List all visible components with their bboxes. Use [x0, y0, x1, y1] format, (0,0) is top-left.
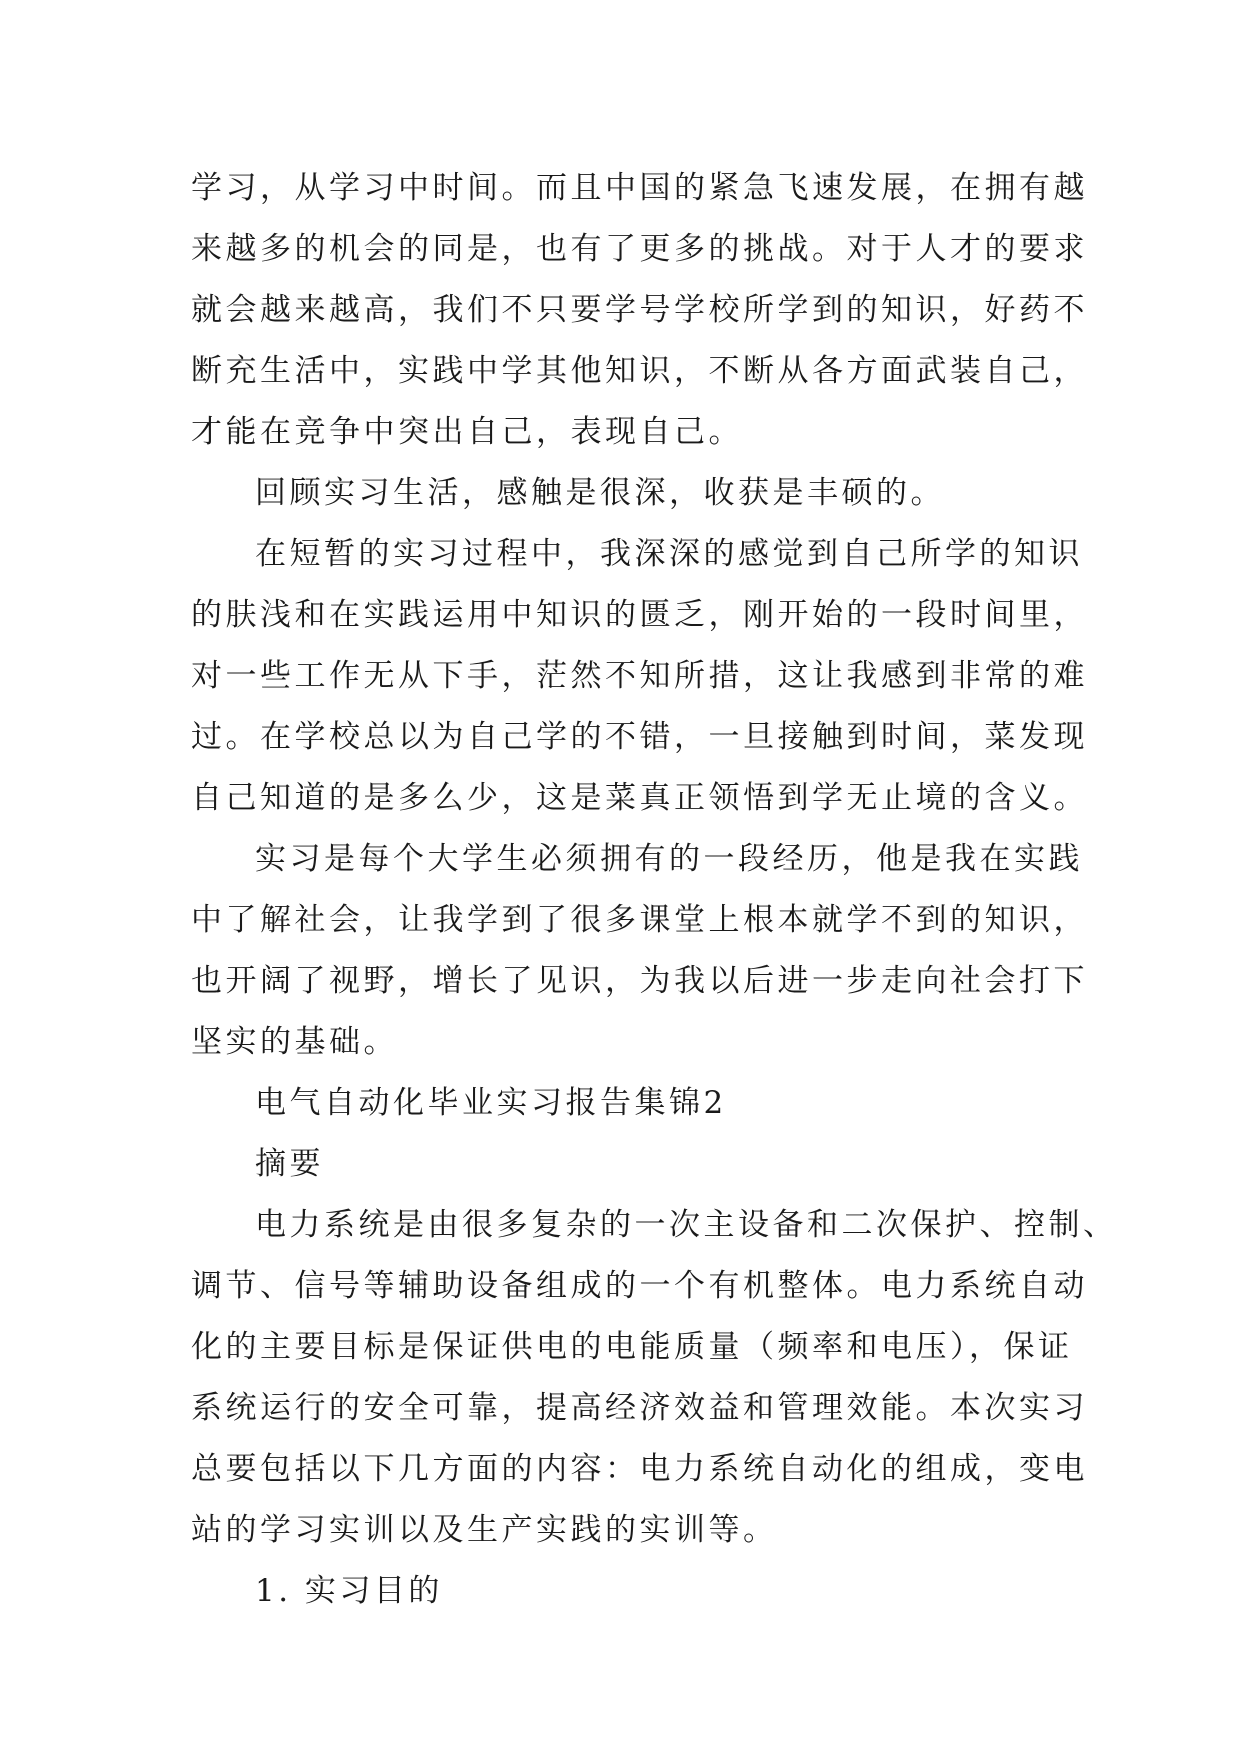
text-line: 回顾实习生活，感触是很深，收获是丰硕的。: [255, 475, 945, 511]
text-line: 系统运行的安全可靠，提高经济效益和管理效能。本次实习: [191, 1390, 1088, 1426]
text-line: 站的学习实训以及生产实践的实训等。: [191, 1512, 778, 1548]
text-line: 自己知道的是多么少，这是菜真正领悟到学无止境的含义。: [191, 780, 1088, 816]
title-line: 电气自动化毕业实习报告集锦2: [255, 1085, 727, 1121]
text-line: 调节、信号等辅助设备组成的一个有机整体。电力系统自动: [191, 1268, 1088, 1304]
text-line: 在短暂的实习过程中，我深深的感觉到自己所学的知识: [255, 536, 1083, 572]
text-line: 电力系统是由很多复杂的一次主设备和二次保护、控制、: [255, 1207, 1118, 1243]
text-line: 总要包括以下几方面的内容：电力系统自动化的组成，变电: [191, 1451, 1088, 1487]
abstract-heading: [191, 1134, 1061, 1195]
text-line: 坚实的基础。: [191, 1024, 398, 1060]
text-line: 中了解社会，让我学到了很多课堂上根本就学不到的知识，: [191, 902, 1088, 938]
heading-line: 1. 实习目的: [255, 1573, 443, 1609]
text-line: 过。在学校总以为自己学的不错，一旦接触到时间，菜发现: [191, 719, 1088, 755]
text-line: 就会越来越高，我们不只要学号学校所学到的知识，好药不: [191, 292, 1088, 328]
paragraph-continuation: [191, 158, 1088, 463]
text-line: 学习，从学习中时间。而且中国的紧急飞速发展，在拥有越: [191, 170, 1088, 206]
text-line: 才能在竞争中突出自己，表现自己。: [191, 414, 743, 450]
paragraph-review: [191, 463, 1061, 524]
report-title: [191, 1073, 1061, 1134]
text-line: 断充生活中，实践中学其他知识，不断从各方面武装自己，: [191, 353, 1088, 389]
text-line: 的肤浅和在实践运用中知识的匮乏，刚开始的一段时间里，: [191, 597, 1088, 633]
text-line: 实习是每个大学生必须拥有的一段经历，他是我在实践: [255, 841, 1083, 877]
paragraph-short-internship: [191, 524, 1088, 829]
text-line: 化的主要目标是保证供电的电能质量（频率和电压），保证: [191, 1329, 1073, 1365]
text-line: 也开阔了视野，增长了见识，为我以后进一步走向社会打下: [191, 963, 1088, 999]
section-heading: [191, 1561, 1061, 1622]
text-line: 对一些工作无从下手，茫然不知所措，这让我感到非常的难: [191, 658, 1088, 694]
text-line: 来越多的机会的同是，也有了更多的挑战。对于人才的要求: [191, 231, 1088, 267]
document-body: [191, 158, 1118, 1622]
paragraph-experience: [191, 829, 1088, 1073]
paragraph-abstract: [191, 1195, 1118, 1561]
heading-line: 摘要: [255, 1146, 324, 1182]
